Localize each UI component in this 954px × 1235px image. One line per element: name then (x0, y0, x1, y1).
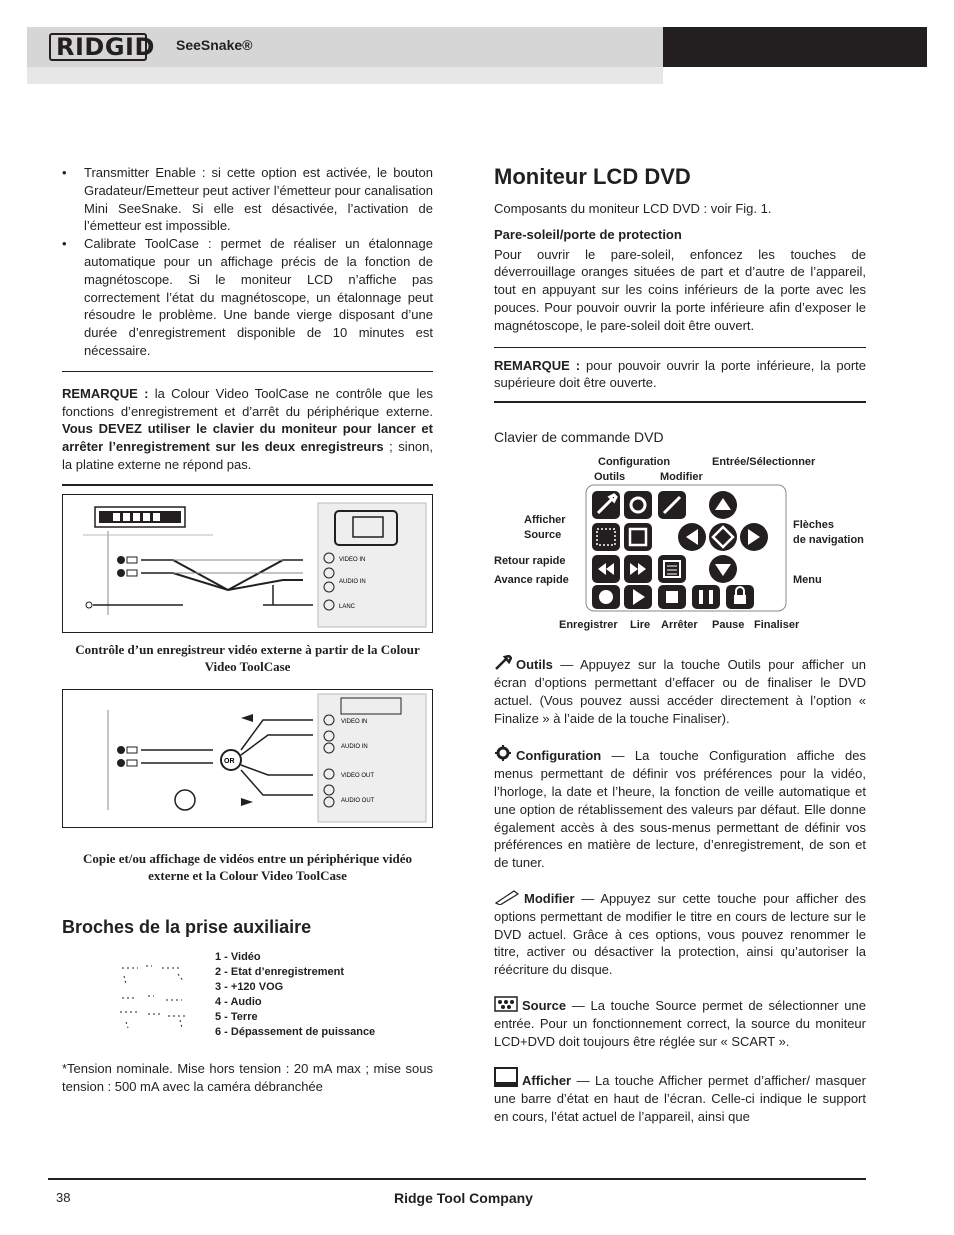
aux-connector-diagram (118, 958, 192, 1030)
sunshade-text: Pour ouvrir le pare-soleil, enfoncez les touches de déverrouillage oranges situées de part et d’autre de l’appareil, tout en appuyant sur les coins inférieurs de la porte avec les pouces. Pour pouvoir ouvrir la porte inférieure afin d’exposer le magnétoscope, le pare-soleil doit être ouvert. (494, 246, 866, 333)
pin-item: 1 - Vidéo (215, 950, 261, 963)
aux-section-title: Broches de la prise auxiliaire (62, 916, 312, 937)
tension-note: *Tension nominale. Mise hors tension : 20 mA max ; mise sous tension : 500 mA avec la caméra débranchée (62, 1060, 433, 1094)
source-label: Source (522, 997, 567, 1013)
label-navigation: de navigation (793, 534, 864, 547)
label-audio-in: AUDIO IN (341, 743, 368, 750)
pin-item: 5 - Terre (215, 1010, 258, 1023)
key-finaliser (726, 585, 754, 609)
modifier-text: — Appuyez sur cette touche pour afficher des options permettant de modifier le titre en cours de lecture sur le DVD actuel. Grâce à ces options, vous pouvez renommer le titre, activer ou désactiver la protection, ainsi qu’autoriser la réécriture du disque. (494, 890, 866, 978)
pin-item: 3 - +120 VOG (215, 980, 284, 993)
copy-wiring-diagram (63, 690, 431, 826)
page-number: 38 (56, 1190, 71, 1205)
keypad-drawing (584, 483, 788, 613)
afficher-label: Afficher (522, 1073, 572, 1089)
modifier-paragraph (494, 889, 866, 979)
label-modifier: Modifier (660, 471, 703, 484)
key-play (624, 585, 652, 609)
label-avance-rapide: Avance rapide (494, 574, 569, 587)
note-text: pour pouvoir ouvrir la porte inférieure, la porte supérieure doit être ouverte. (494, 357, 866, 391)
note-text-end: ; sinon, la platine externe ne répond pas. (62, 439, 433, 472)
sunshade-heading: Pare-soleil/porte de protection (494, 226, 682, 242)
figure-external-recorder (62, 494, 433, 633)
key-menu (658, 555, 686, 583)
source-icon (494, 996, 518, 1012)
note-text: la Colour Video ToolCase ne contrôle que les fonctions d’enregistrement et d’arrêt du périphérique externe. (62, 385, 433, 419)
company-name: Ridge Tool Company (394, 1190, 533, 1206)
product-name: SeeSnake® (176, 37, 253, 53)
modifier-label: Modifier (524, 890, 575, 906)
note-label: REMARQUE : (494, 357, 581, 373)
key-rewind (592, 555, 620, 583)
header-dark-block (663, 27, 927, 67)
outils-paragraph (494, 655, 866, 727)
label-menu: Menu (793, 574, 822, 587)
label-configuration: Configuration (598, 456, 671, 469)
config-text: — La touche Configuration affiche des menus permettant de définir vos préférences pour la vidéo, l’horloge, la date et l’heure, la fonction de veille automatique et une option de rétablissement des valeurs par défaut. Elle donne également accès à des sous-menus permettant de définir vos préférences en matière de lecture, d’enregistrement, de son et de tuner. (494, 748, 866, 871)
note-paragraph (62, 385, 433, 474)
pin-item: 4 - Audio (215, 995, 262, 1008)
divider (62, 371, 433, 372)
key-right (740, 523, 768, 551)
bullet-calibrate-toolcase: • Calibrate ToolCase : permet de réaliser un étalonnage automatique pour un affichage précis de la fonction de magnétoscope. Si le moniteur LCD n’affiche pas correctement l’état du magnétoscope, un étalonnage peut résoudre le problème. Une bande vierge disposant d’une durée d’enregistrement disponible de 10 minutes est nécessaire. (62, 235, 433, 360)
note-paragraph-right (494, 357, 866, 393)
label-video-out: VIDEO OUT (341, 772, 375, 779)
key-down (709, 555, 737, 583)
note-bold-text: Vous DEVEZ utiliser le clavier du moniteur pour lancer et arrêter l’enregistrement sur les deux enregistreurs (62, 421, 433, 455)
label-source: Source (524, 529, 562, 542)
key-stop (658, 585, 686, 609)
aux-pin-list (215, 950, 375, 1040)
section-title: Moniteur LCD DVD (494, 164, 691, 189)
key-pause (692, 585, 720, 609)
outils-text: — Appuyez sur la touche Outils pour afficher un écran d’options permettant d’effacer ou de finaliser le DVD actuel. (Vous pouvez aussi accéder directement à l’option « Finalize » à l’aide de la touche Finaliser). (494, 657, 866, 726)
left-column (62, 164, 433, 1095)
label-finaliser: Finaliser (754, 619, 800, 632)
recorder-wiring-diagram (63, 495, 431, 631)
key-modifier (658, 491, 686, 519)
footer-rule (48, 1178, 866, 1180)
config-paragraph (494, 744, 866, 872)
bullet-transmitter-enable: • Transmitter Enable : si cette option est activée, le bouton Gradateur/Emetteur peut activer l’émetteur pour canalisation Mini SeeSnake. Si elle est désactivée, l’activation de l’émetteur est impossible. (62, 164, 433, 235)
label-video-in: VIDEO IN (339, 556, 366, 563)
figure-copy-display (62, 689, 433, 828)
label-video-in: VIDEO IN (341, 718, 368, 725)
wrench-icon (494, 655, 512, 671)
label-arreter: Arrêter (661, 619, 698, 632)
key-left (678, 523, 706, 551)
label-afficher: Afficher (524, 514, 566, 527)
label-entree: Entrée/Sélectionner (712, 456, 816, 469)
label-audio-in: AUDIO IN (339, 578, 366, 585)
label-audio-out: AUDIO OUT (341, 797, 375, 804)
label-or: OR (224, 757, 235, 765)
afficher-text: — La touche Afficher permet d’afficher/ masquer une barre d’état en haut de l’écran. Celle-ci indique le support en cours, l’état actuel de l’appareil, ainsi que (494, 1073, 866, 1124)
key-enter (709, 523, 737, 551)
key-afficher (624, 523, 652, 551)
key-forward (624, 555, 652, 583)
source-text: — La touche Source permet de sélectionner une entrée. Pour un fonctionnement correct, la source du moniteur LCD+DVD doit toujours être réglée sur « SCART ». (494, 997, 866, 1049)
label-lanc: LANC (339, 603, 356, 610)
label-lire: Lire (630, 619, 651, 632)
dvd-keypad-figure (494, 453, 866, 643)
display-icon (494, 1067, 518, 1087)
afficher-paragraph (494, 1067, 866, 1125)
option-bullet-list (62, 164, 433, 360)
divider (62, 484, 433, 486)
key-source (592, 523, 620, 551)
pin-item: 6 - Dépassement de puissance (215, 1025, 376, 1038)
label-fleches: Flèches (793, 519, 834, 532)
right-column (494, 164, 866, 1126)
aux-pinout (62, 950, 433, 1042)
divider (494, 401, 866, 403)
header-strip (27, 67, 663, 84)
key-record (592, 585, 620, 609)
pencil-icon (494, 889, 520, 905)
figure-caption-recorder: Contrôle d’un enregistreur vidéo externe à partir de la Colour Video ToolCase (75, 641, 420, 674)
gear-wrench-icon (494, 744, 512, 762)
source-paragraph (494, 996, 866, 1050)
label-enregistrer: Enregistrer (559, 619, 618, 632)
config-label: Configuration (516, 748, 602, 764)
divider (494, 347, 866, 348)
label-outils: Outils (594, 471, 626, 484)
figure-caption-copy: Copie et/ou affichage de vidéos entre un périphérique vidéo externe et la Colour Video ToolCase (82, 850, 413, 883)
key-outils (592, 491, 620, 519)
outils-label: Outils (516, 657, 553, 673)
label-retour-rapide: Retour rapide (494, 555, 566, 568)
ridgid-logo: RIDGID (56, 33, 155, 61)
key-configuration (624, 491, 652, 519)
label-pause: Pause (712, 619, 745, 632)
note-label: REMARQUE : (62, 385, 149, 401)
keypad-title: Clavier de commande DVD (494, 429, 664, 446)
intro-text: Composants du moniteur LCD DVD : voir Fig. 1. (494, 201, 772, 216)
key-up (709, 491, 737, 519)
pin-item: 2 - Etat d’enregistrement (215, 965, 344, 978)
